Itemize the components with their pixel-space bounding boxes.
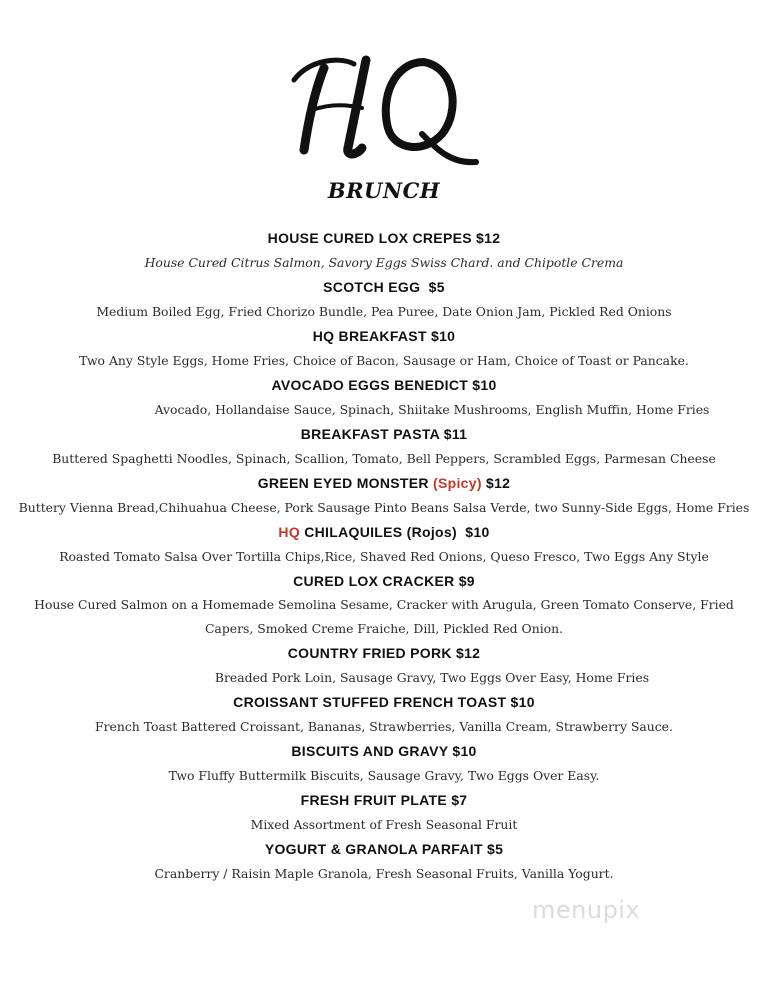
item-description: Mixed Assortment of Fresh Seasonal Fruit — [250, 817, 518, 832]
item-description: Buttered Spaghetti Noodles, Spinach, Scallion, Tomato, Bell Peppers, Scrambled Eggs, Parmesan Cheese — [52, 451, 716, 466]
menu-title: BRUNCH — [327, 178, 441, 203]
item-description: Roasted Tomato Salsa Over Tortilla Chips,Rice, Shaved Red Onions, Queso Fresco, Two Eggs Any Style — [59, 549, 709, 564]
item-name: BREAKFAST PASTA $11 — [300, 426, 468, 442]
item-name: AVOCADO EGGS BENEDICT $10 — [271, 377, 497, 393]
menu-item — [0, 569, 768, 641]
item-description: Medium Boiled Egg, Fried Chorizo Bundle, Pea Puree, Date Onion Jam, Pickled Red Onions — [96, 304, 672, 319]
item-price: $12 — [486, 475, 511, 491]
item-name: CURED LOX CRACKER $9 — [293, 573, 475, 589]
item-name: HOUSE CURED LOX CREPES $12 — [267, 230, 501, 246]
hq-script-logo-icon — [284, 38, 484, 168]
item-description: French Toast Battered Croissant, Bananas, Strawberries, Vanilla Cream, Strawberry Sauce. — [95, 719, 673, 734]
item-description: House Cured Citrus Salmon, Savory Eggs Swiss Chard. and Chipotle Crema — [144, 255, 624, 270]
item-description: Breaded Pork Loin, Sausage Gravy, Two Eggs Over Easy, Home Fries — [214, 670, 650, 685]
item-description: Cranberry / Raisin Maple Granola, Fresh Seasonal Fruits, Vanilla Yogurt. — [154, 866, 614, 881]
item-name: YOGURT & GRANOLA PARFAIT $5 — [264, 841, 504, 857]
item-name-main: CHILAQUILES (Rojos) $10 — [304, 524, 490, 540]
item-name: BISCUITS AND GRAVY $10 — [291, 743, 477, 759]
menu-item — [0, 471, 768, 520]
item-name: CROISSANT STUFFED FRENCH TOAST $10 — [233, 694, 535, 710]
item-name: FRESH FRUIT PLATE $7 — [300, 792, 468, 808]
watermark: menupix — [532, 896, 641, 924]
item-name — [0, 471, 768, 495]
menu-item — [0, 837, 768, 886]
menu-item — [0, 690, 768, 739]
menu-item — [0, 226, 768, 275]
spicy-tag: (Spicy) — [433, 475, 482, 491]
menu-list — [0, 226, 768, 886]
item-name — [0, 520, 768, 544]
item-description: House Cured Salmon on a Homemade Semolina Sesame, Cracker with Arugula, Green Tomato Conserve, Fried Capers, Smoked Creme Fraiche, Dill, Pickled Red Onion. — [34, 597, 734, 636]
hq-logo — [0, 38, 768, 168]
item-name: HQ BREAKFAST $10 — [312, 328, 456, 344]
menu-item — [0, 641, 768, 690]
hq-tag: HQ — [278, 524, 301, 540]
item-description: Two Any Style Eggs, Home Fries, Choice of Bacon, Sausage or Ham, Choice of Toast or Pancake. — [79, 353, 689, 368]
menu-item — [0, 422, 768, 471]
menu-item — [0, 275, 768, 324]
menu-item — [0, 373, 768, 422]
item-description: Two Fluffy Buttermilk Biscuits, Sausage Gravy, Two Eggs Over Easy. — [168, 768, 600, 783]
menu-item — [0, 739, 768, 788]
item-name-main: GREEN EYED MONSTER — [257, 475, 429, 491]
item-name: SCOTCH EGG $5 — [323, 279, 445, 295]
menu-item — [0, 324, 768, 373]
item-description: Avocado, Hollandaise Sauce, Spinach, Shiitake Mushrooms, English Muffin, Home Fries — [154, 402, 710, 417]
item-description: Buttery Vienna Bread,Chihuahua Cheese, Pork Sausage Pinto Beans Salsa Verde, two Sunny-Side Eggs, Home Fries — [18, 500, 750, 515]
menu-item — [0, 788, 768, 837]
menu-item — [0, 520, 768, 569]
item-name: COUNTRY FRIED PORK $12 — [287, 645, 481, 661]
